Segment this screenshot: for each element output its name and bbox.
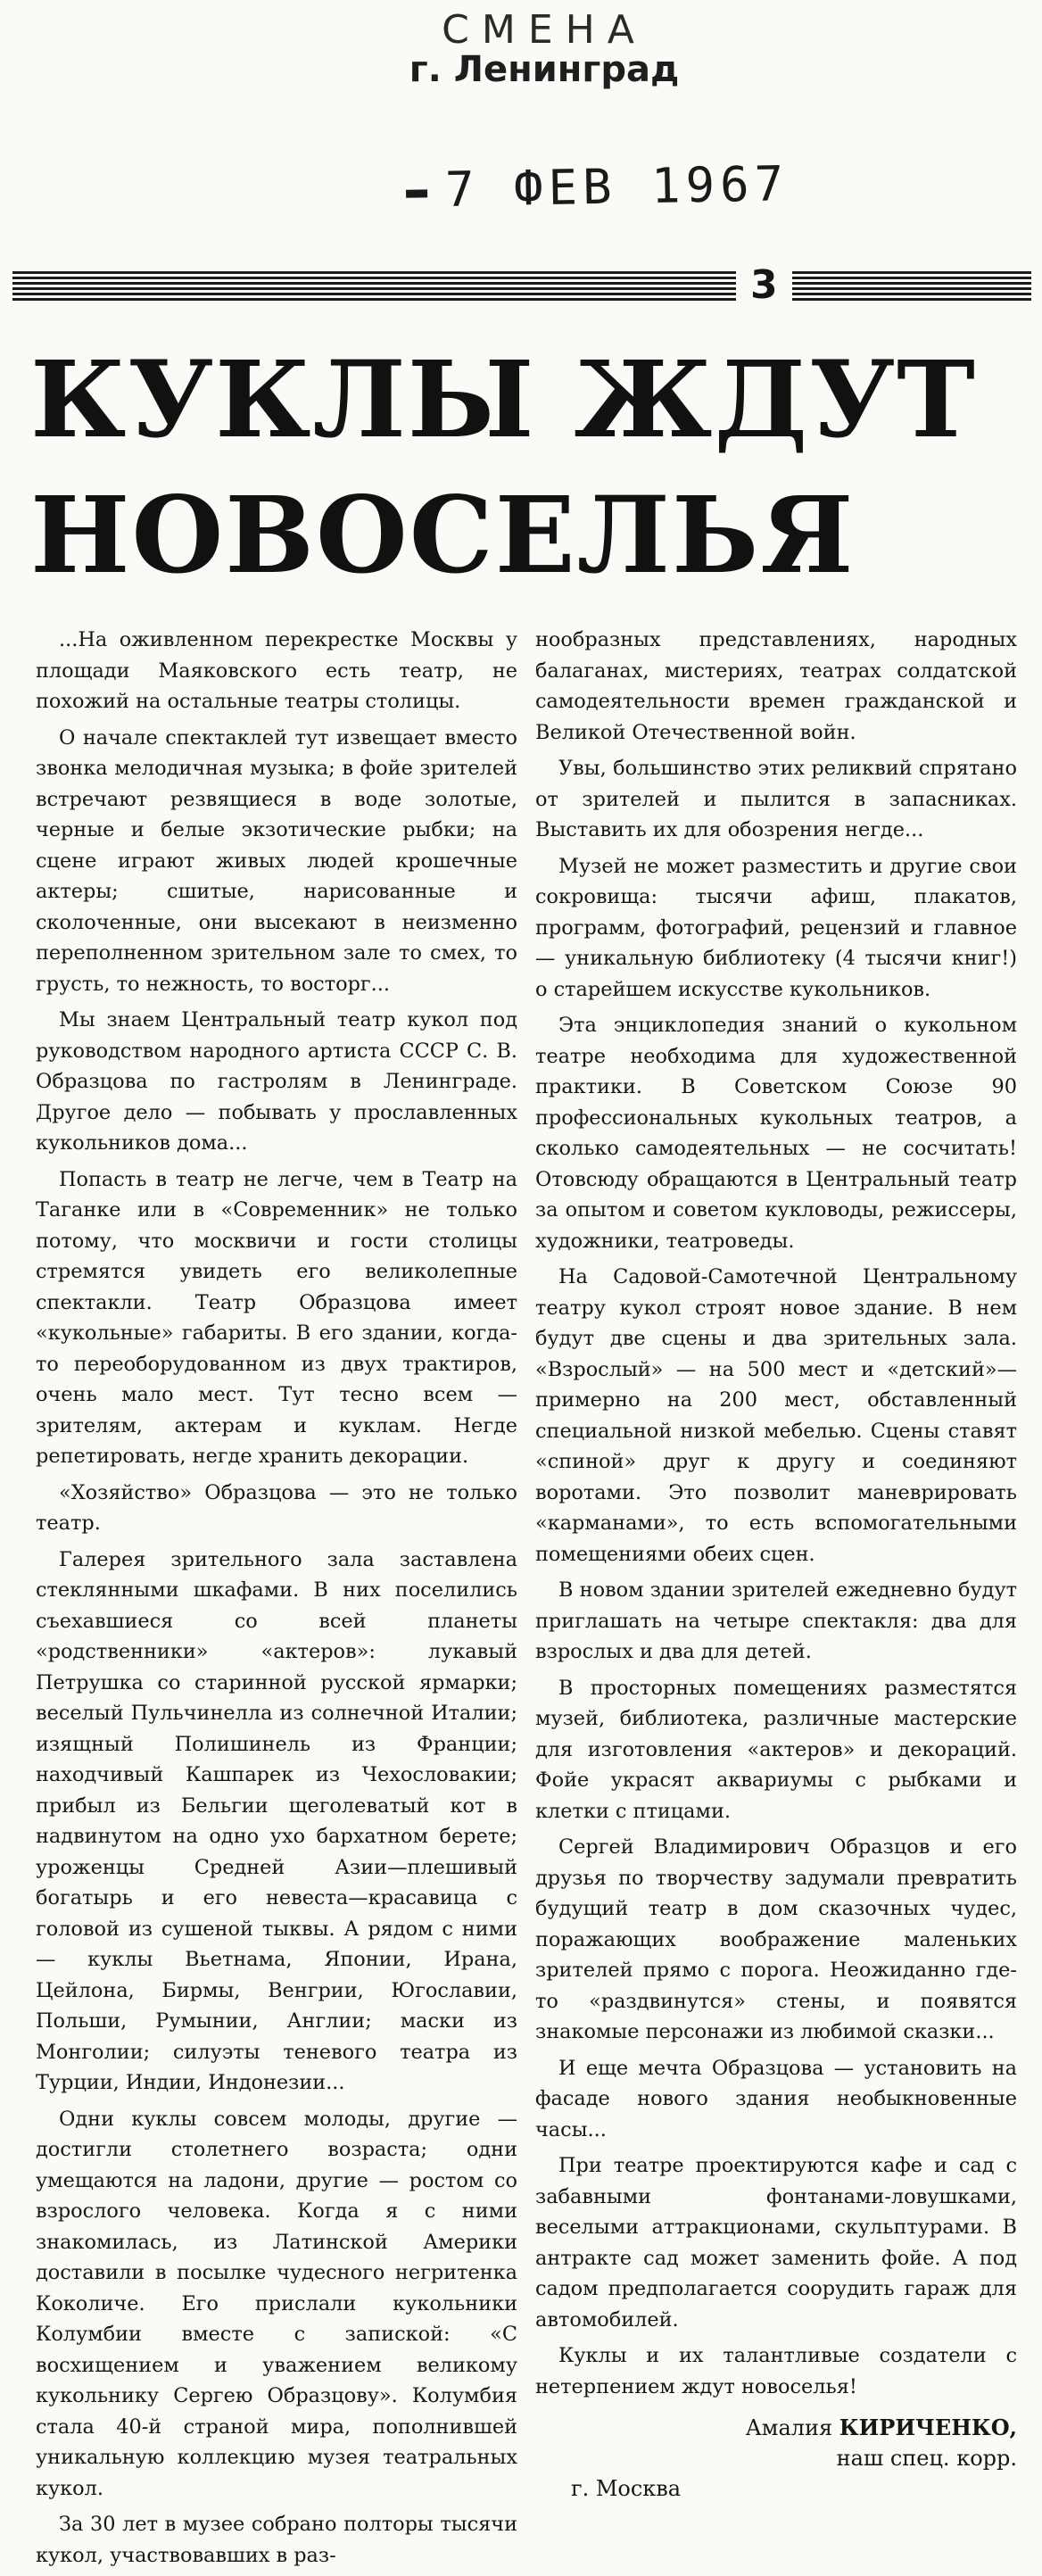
newspaper-name: СМЕНА [442,7,647,53]
paragraph: На Садовой-Самотечной Центральному театру кукол строят новое здание. В нем будут две сцены и два зрительных зала. «Взрослый» — на 500 мест и «детский»—примерно на 200 мест, обставленный специальной низкой мебелью. Сцены ставят «спиной» друг к другу и соединяют воротами. Это позволит маневрировать «карманами», то есть вспомогательными помещениями обеих сцен. [535,1265,1017,1566]
page-number: 3 [736,262,792,309]
article-column-2 [535,625,1017,2504]
paragraph: нообразных представлениях, народных балаганах, мистериях, театрах солдатской самодеятельности времен гражданской и Великой Отечественной войн. [535,628,1017,744]
author-signature [535,2413,1017,2504]
paragraph: ...На оживленном перекрестке Москвы у площади Маяковского есть театр, не похожий на остальные театры столицы. [36,628,517,713]
paragraph: Сергей Владимирович Образцов и его друзья по творчеству задумали превратить будущий театр в дом сказочных чудес, поражающих воображение маленьких зрителей прямо с порога. Неожиданно где-то «раздвинутся» стены, и появятся знакомые персонажи из любимой сказки... [535,1835,1017,2043]
paragraph: Увы, большинство этих реликвий спрятано от зрителей и пылится в запасниках. Выставить их для обозрения негде... [535,757,1017,841]
newspaper-city: г. Ленинград [409,49,680,90]
paragraph: «Хозяйство» Образцова — это не только театр. [36,1480,517,1535]
paragraph: Музей не может разместить и другие свои сокровища: тысячи афиш, плакатов, программ, фотографий, рецензий и главное — уникальную библиотеку (4 тысячи книг!) о старейшем искусстве кукольников. [535,854,1017,1001]
author-last-name: КИРИЧЕНКО, [839,2414,1017,2440]
author-role: наш спец. корр. [836,2446,1017,2471]
paragraph: Мы знаем Центральный театр кукол под руководством народного артиста СССР С. В. Образцова по гастролям в Ленинграде. Другое дело — побывать у прославленных кукольников дома... [36,1008,517,1155]
paragraph: В просторных помещениях разместятся музей, библиотека, различные мастерские для изготовления «актеров» и декораций. Фойе украсят аквариумы с рыбками и клетки с птицами. [535,1676,1017,1823]
date-stamp [405,155,789,218]
paragraph: Попасть в театр не легче, чем в Театр на Таганке или в «Современник» не только потому, что москвичи и гости столицы стремятся увидеть его великолепные спектакли. Театр Образцова имеет «кукольные» габариты. В его здании, когда-то переоборудованном из двух трактиров, очень мало мест. Тут тесно всем — зрителям, актерам и куклам. Негде репетировать, негде хранить декорации. [36,1167,517,1468]
author-name [535,2413,1017,2443]
paragraph: В новом здании зрителей ежедневно будут приглашать на четыре спектакля: два для взрослых и два для детей. [535,1578,1017,1663]
paragraph: И еще мечта Образцова — установить на фасаде нового здания необыкновенные часы... [535,2056,1017,2141]
article-headline: КУКЛЫ ЖДУТ НОВОСЕЛЬЯ [30,337,977,597]
paragraph: Галерея зрительного зала заставлена стеклянными шкафами. В них поселились съехавшиеся со всей планеты «родственники» «актеров»: лукавый Петрушка со старинной русской ярмарки; веселый Пульчинелла из солнечной Италии; изящный Полишинель из Франции; находчивый Кашпарек из Чехословакии; прибыл из Бельгии щеголеватый кот в надвинутом на одно ухо бархатном берете; уроженцы Средней Азии—плешивый богатырь и его невеста—красавица с головой из сушеной тыквы. А рядом с ними — куклы Вьетнама, Японии, Ирана, Цейлона, Бирмы, Венгрии, Югославии, Польши, Румынии, Англии; маски из Монголии; силуэты теневого театра из Турции, Индии, Индонезии... [36,1547,517,2094]
paragraph: О начале спектаклей тут извещает вместо звонка мелодичная музыка; в фойе зрителей встречают резвящиеся в воде золотые, черные и белые экзотические рыбки; на сцене играют живых людей крошечные актеры; сшитые, нарисованные и сколоченные, они высекают в неизменно переполненном зрительном зале то смех, то грусть, то нежность, то восторг... [36,725,517,996]
author-first-name: Амалия [745,2415,833,2440]
paragraph: Куклы и их талантливые создатели с нетерпением ждут новоселья! [535,2344,1017,2398]
paragraph: Эта энциклопедия знаний о кукольном театре необходима для художественной практики. В Советском Союзе 90 профессиональных кукольных театров, а сколько самодеятельных — не сосчитать! Отовсюду обращаются в Центральный театр за опытом и советом кукловоды, режиссеры, художники, театроведы. [535,1014,1017,1253]
masthead [357,7,732,90]
article-column-1 [36,625,517,2576]
stamp-dash [406,189,427,197]
date-stamp-text: 7 ФЕВ 1967 [444,155,790,218]
decorative-rule [12,271,1031,302]
paragraph: За 30 лет в музее собрано полторы тысячи кукол, участвовавших в раз- [36,2513,517,2567]
paragraph: При театре проектируются кафе и сад с забавными фонтанами-ловушками, веселыми аттракционами, скульптурами. В антракте сад может заменить фойе. А под садом предполагается соорудить гараж для автомобилей. [535,2154,1017,2332]
paragraph: Одни куклы совсем молоды, другие — достигли столетнего возраста; одни умещаются на ладони, другие — ростом со взрослого человека. Когда я с ними знакомилась, из Латинской Америки доставили в посылке чудесного негритенка Коколиче. Его прислали кукольники Колумбии вместе с запиской: «С восхищением и уважением великому кукольнику Сергею Образцову». Колумбия стала 40-й страной мира, пополнившей уникальную коллекцию музея театральных кукол. [36,2107,517,2500]
dateline-city: г. Москва [571,2476,682,2501]
